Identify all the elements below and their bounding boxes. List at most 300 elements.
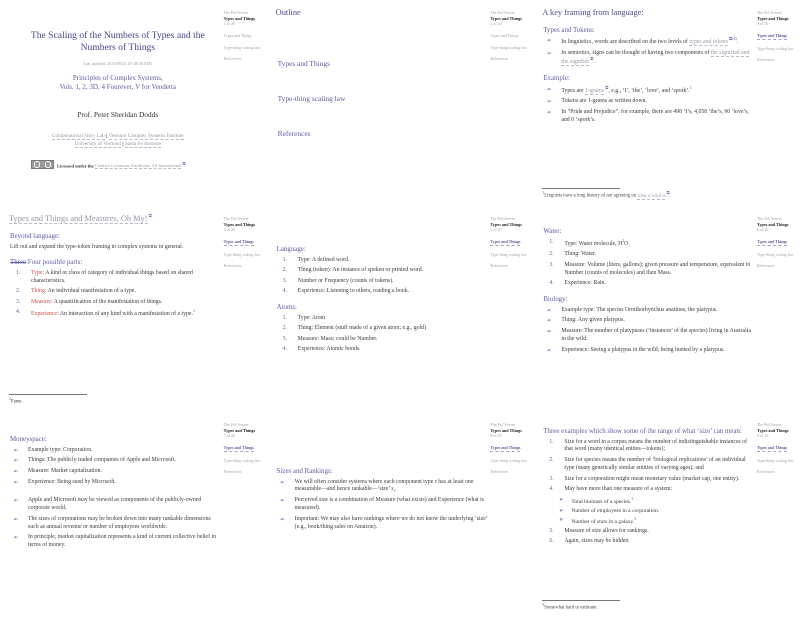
list-item-text [297,278,488,286]
sidebar-nav-item-1[interactable]: Types and Things [490,445,521,451]
text-line: Last updated: 2025/09/23, 07:48:58 EDT [83,60,153,66]
pocsverse-brand: The PoCSverse [223,422,249,427]
text-run: Water: [543,228,562,235]
superscript: 2 [622,238,625,243]
text-run: Outline [275,8,301,17]
deck-name: Types and Things [756,15,789,21]
list-item-text [297,346,488,354]
text-run: . [669,193,671,199]
text-run: Type: Water molecule, H [564,240,623,247]
sidebar-nav [224,33,265,68]
deck-name: Types and Things [223,427,256,433]
list-item [280,346,488,354]
text-link[interactable]: types and tokens [689,38,728,45]
slide-sidebar [757,10,798,69]
slide-title [9,214,221,225]
text-run: Experience: Seeing a platypus in the wild; being hunted by a platypus. [561,346,725,353]
item-number: 6. [549,538,554,545]
text-run: In semiotics, signs can be thought of having two components of [561,49,711,56]
text-run: Tokens are 1-grams as written down. [561,98,647,105]
list-item [546,50,754,68]
list-item-text [294,516,488,532]
section-heading [543,428,754,435]
section-heading [543,296,754,303]
superscript: 3 [634,516,637,521]
text-run: Sizes and Rankings: [276,468,333,475]
license-row [9,160,227,169]
list-item-text [563,538,754,546]
text-run: Type: Atom [297,314,326,321]
item-number: 4. [282,288,288,295]
text-link[interactable]: University of Vermont [74,140,122,147]
list-item [13,288,221,296]
text-link[interactable]: 1-grams [585,87,605,94]
superscript: 1 [689,85,692,90]
list-item [13,299,221,307]
fleuron-bullet-icon: ☙ [546,98,552,106]
text-run: Atoms: [276,304,297,312]
list-item [546,528,754,536]
list-item [280,257,488,265]
sidebar-nav-item-1[interactable]: Types and Things [223,445,254,451]
list-item-text [560,347,754,355]
superscript: 2 [192,309,195,314]
list-item [280,516,488,532]
sidebar-nav-item-3[interactable]: References [223,56,242,62]
hand-bullet-icon: ☛ [559,516,564,523]
sidebar-nav-item-2[interactable]: Type-thing scaling law [223,44,261,50]
sidebar-nav-item-1[interactable]: Types and Things [490,33,519,39]
subscript: τ [393,489,396,494]
list-item [13,479,221,487]
page-number: 7 of 20 [223,433,235,439]
sidebar-nav-item-2[interactable]: Type-thing scaling law [223,251,261,257]
slide-6 [533,206,800,412]
sub-list-item [559,508,754,516]
text-run: In principle, market capitalization represents a kind of current collective belief in terms of money. [28,534,216,549]
slide-3 [533,0,800,206]
list-item [546,439,754,455]
text-run: Example: [543,75,570,83]
affiliations [9,132,227,148]
text-run: The sizes of corporations may be broken down into many rankable dimensions such as annual revenue or number of employees worldwide. [28,515,211,530]
list-item-text [563,239,754,249]
list-item [280,278,488,286]
bold-text: | [121,140,125,147]
sub-item-text [570,497,754,507]
fleuron-bullet-icon: ☙ [546,49,552,57]
cc-icon [34,161,40,167]
sub-list-item [559,497,754,507]
sidebar-nav [490,445,531,481]
list-item [280,288,488,296]
external-link-icon: ⧉ [728,37,733,42]
list-item-text [560,317,754,325]
pocsverse-brand: The PoCSverse [490,216,516,221]
sidebar-nav [757,445,798,481]
sidebar-nav-item-2[interactable]: Type-thing scaling law [490,251,527,257]
text-line: Vols. 1, 2, 3D, 4 Fourever, V for Vendetta [59,83,177,92]
list-item [546,328,754,344]
slide-sidebar [757,422,798,481]
text-link[interactable]: the signified and the signifier [561,49,750,66]
item-number: 2. [549,457,554,464]
text-line: Principles of Complex Systems, [72,73,163,82]
numbered-list [280,257,488,297]
text-run: Things: The publicly traded companies of Apple and Microsoft. [28,457,176,464]
fleuron-bullet-icon: ☙ [13,515,19,523]
sidebar-nav-item-1[interactable]: Types and Things [223,33,252,39]
text-link[interactable]: Santa Fe Institute [124,140,162,147]
text-run: We will often consider systems where each component type [294,478,435,485]
list-item-text [27,457,221,465]
sidebar-nav-item-2[interactable]: Type-thing scaling law [756,457,794,463]
deck-name: Types and Things [756,221,789,227]
text-run: has at least one measurable—and hence rankable—‘size’ [294,478,474,493]
list-item-text [560,98,754,106]
section-heading [277,246,488,253]
page-number: 1 of 20 [223,21,235,27]
deck-name: Types and Things [223,221,256,227]
list-item [13,270,221,286]
list-item [546,98,754,106]
list-item [546,307,754,315]
list-item-text [560,328,754,344]
item-number: 4. [16,309,21,316]
sidebar-nav-item-3[interactable]: References [756,57,775,63]
list-item [546,37,754,47]
text-run: Experience: Being sued by Microsoft. [28,479,117,486]
list-item [13,457,221,465]
text-run: May have more than one measure of a system: [564,486,673,493]
list-item-text [27,447,221,455]
deck-name: Types and Things [490,15,522,21]
page-number: 2 of 20 [490,21,502,27]
text-run: Example type: The species Ornithorhynchus anatinus, the platypus. [561,306,718,313]
text-run: Types are [561,87,586,94]
fleuron-bullet-icon: ☙ [546,317,552,325]
struck-text: Three [10,259,27,267]
text-run: Measure: Volume (liters, gallons); given pressure and temperature, equivalent to Number (counts of molecules) and then Mass. [564,261,751,276]
slide-9 [533,412,800,618]
bold-text: | [104,132,109,139]
text-run: Thing (token): An instance of spoken or printed word. [297,267,424,274]
list-item [280,479,488,495]
text-run: Experience: Atomic bonds. [297,346,361,353]
page-number: 9 of 20 [756,433,769,439]
list-item-text [563,486,754,494]
text-run: Three examples which show some of the range of what ‘size’ can mean: [543,428,742,435]
pocsverse-brand: The PoCSverse [490,10,516,15]
page-number: 4 of 20 [223,227,235,233]
text-run: Measure of size allows for rankings. [564,527,649,534]
sidebar-nav-item-3[interactable]: References [756,263,775,269]
text-run: Size for a corporation might mean monetary value (market cap, one entity). [564,475,740,482]
list-item-text [560,50,754,68]
section-heading [10,233,221,240]
list-item-text [560,307,754,315]
item-number: 2. [282,267,288,274]
text-run: Experience: Rain. [564,280,606,287]
slide-1 [0,0,267,206]
list-item-text [563,476,754,484]
text-run: , e.g., ‘I’, ‘the’, ‘love’, and ‘spork’. [608,87,690,94]
fleuron-bullet-icon: ☙ [546,346,552,354]
slide-sidebar [224,422,265,481]
item-number: 1. [549,238,554,245]
list-item [280,497,488,513]
slide-title [542,8,754,19]
outline-item[interactable]: Type-thing scaling law [277,93,346,103]
sidebar-nav-item-3[interactable]: References [223,263,242,269]
list-item-text [297,336,488,344]
list-item [280,325,488,333]
item-number: 1. [282,256,288,263]
list-item [546,86,754,96]
text-run: Size for species means the number of ‘biological replications’ of an individual type (many genetically similar entities of varying ages); and [564,457,746,472]
sidebar-nav-item-1[interactable]: Types and Things [756,33,788,39]
sidebar-nav-item-3[interactable]: References [490,56,509,62]
text-link[interactable]: what a word is [637,193,666,199]
text-run: . [593,59,595,66]
sidebar-nav-item-2[interactable]: Type-thing scaling law [490,44,527,50]
text-run: Four possible parts: [26,259,83,267]
item-number: 3. [16,298,21,305]
section-heading [10,436,221,443]
text-link[interactable]: Computational Story Lab [52,132,105,139]
fleuron-bullet-icon: ☙ [279,497,286,505]
bullet-list [546,307,754,356]
slide-content [9,428,221,614]
slide-2 [267,0,534,206]
list-item [546,538,754,546]
slide-5 [267,206,534,412]
list-item [13,534,221,550]
list-item [13,447,221,455]
bold-text: Licensed under the [57,163,95,169]
sidebar-nav [757,33,798,69]
list-item [13,468,221,476]
last-updated [9,61,227,66]
external-link-icon: ⧉ [590,57,594,63]
text-run: Lift out and expand the type-token framing to complex systems in general. [10,244,184,250]
item-number: 1. [282,314,288,321]
list-item-text [30,309,221,319]
list-item [280,336,488,344]
outline-item[interactable]: References [277,128,311,138]
cc-license-badge [31,160,54,169]
sidebar-nav-item-2[interactable]: Type-thing scaling law [490,457,527,463]
slide-sidebar [757,216,798,275]
list-item-text [563,262,754,278]
numbered-list [13,270,221,320]
superscript: 2 [9,396,11,401]
list-item [546,251,754,259]
list-item [546,280,754,288]
text-link[interactable]: Vermont Complex Systems Institute [108,132,184,139]
list-item [546,486,754,494]
part-label: Experience: [31,311,60,318]
deck-name: Types and Things [490,427,522,433]
sidebar-nav-item-2[interactable]: Type-thing scaling law [756,45,794,51]
deck-name: Types and Things [223,15,256,21]
slide-sidebar [490,10,531,68]
list-item-text [297,288,488,296]
list-item-text [297,325,488,333]
sidebar-nav-item-3[interactable]: References [490,263,509,269]
bullet-list [546,86,754,125]
text-run: Apple and Microsoft may be viewed as components of the publicly-owned corporate world. [28,497,202,512]
fleuron-bullet-icon: ☙ [13,457,19,465]
fleuron-bullet-icon: ☙ [546,328,552,336]
item-number: 2. [549,251,554,257]
text-link[interactable]: Types and Things and Measures, Oh My! [9,214,148,223]
sidebar-nav-item-1[interactable]: Types and Things [223,239,254,245]
list-item-text [27,468,221,476]
text-run: Fame. [10,399,23,405]
part-label: Type: [31,269,46,276]
bullet-list [13,447,221,551]
license-text [57,161,186,169]
slide-content [9,214,221,408]
text-run: . [395,486,397,493]
list-item-text [30,288,221,296]
item-number: 4. [549,280,554,287]
fleuron-bullet-icon: ☙ [279,478,286,486]
list-item-text [294,497,488,513]
bullet-list [546,37,754,67]
list-item-text [297,315,488,323]
paragraph [10,243,221,251]
text-run: . [736,38,739,45]
item-number: 2. [282,325,288,332]
text-run: Size for a word in a corpus means the number of indistinguishable instances of that word (many identical entites—tokens); [564,438,748,453]
section-heading [543,75,754,82]
slide-8 [267,412,534,618]
list-item-text [560,109,754,125]
sidebar-nav-item-3[interactable]: References [223,469,242,475]
pocsverse-brand: The PoCSverse [223,216,249,221]
sidebar-nav-item-2[interactable]: Type-thing scaling law [756,251,794,257]
pocsverse-brand: The PoCSverse [756,422,782,427]
text-run: Somewhat hard to estimate. [544,605,598,611]
list-item [546,317,754,325]
item-number: 3. [282,335,288,342]
author [9,110,227,119]
outline-list [276,59,488,138]
text-run: Perceived size is a combination of Measure (what exists) and Experience (what is measured). [294,497,484,512]
numbered-list [546,439,754,547]
list-item [546,347,754,355]
text-run: A kind or class of category of individual things based on shared characteristics. [31,269,193,284]
sidebar-nav [757,239,798,275]
text-run: In “Pride and Prejudice”, for example, there are 498 ‘I’s, 4,058 ‘the’s, 90 ‘love’s, and 0 ‘spork’s. [561,109,749,124]
list-item-text [27,479,221,487]
superscript: 3 [542,602,545,607]
list-item-text [297,257,488,265]
italic-text: τ [434,478,437,485]
list-item [546,457,754,473]
text-run: Language: [276,246,306,253]
deck-name: Types and Things [490,221,522,227]
text-run: Again, sizes may be hidden. [564,538,630,545]
outline-item[interactable]: Types and Things [277,58,330,68]
item-number: 2. [16,288,21,295]
text-run: A key framing from language: [542,8,644,17]
slide-content [276,8,488,202]
list-item-text [560,37,754,47]
item-number: 3. [549,475,554,482]
sidebar-nav [224,445,265,481]
text-run: Types and Tokens: [543,26,595,34]
deck-name: Types and Things [756,427,789,433]
slide-content [542,220,754,408]
page-number: 5 of 20 [490,227,502,233]
list-item-text [30,270,221,286]
item-number: 5. [549,527,554,534]
fleuron-bullet-icon: ☙ [13,446,19,454]
text-link[interactable]: Creative Commons Attribution 4.0 International [94,163,182,169]
external-link-icon: ⧉ [605,85,609,91]
numbered-list [546,239,754,289]
slide-sidebar [490,422,531,481]
slide-title [276,8,488,19]
sidebar-nav-item-3[interactable]: References [756,469,775,475]
sidebar-nav [490,239,531,275]
section-heading [10,259,221,266]
list-item [546,239,754,249]
item-number: 3. [549,261,554,268]
pocsverse-brand: The PoCSverse [756,10,782,15]
sidebar-nav-item-1[interactable]: Types and Things [490,239,521,245]
pocsverse-brand: The PoCSverse [223,10,249,15]
list-item-text [563,280,754,288]
sidebar-nav-item-2[interactable]: Type-thing scaling law [223,457,261,463]
text-run: Thing: Element (stuff made of a given atom; e.g., gold) [297,325,427,332]
slide-7 [0,412,267,618]
deck-title [13,30,223,55]
slide-4 [0,206,267,412]
text-run: In linguistics, words are described on the two levels of [561,38,690,45]
list-item-text [297,267,488,275]
course-series [9,74,227,93]
list-item [546,262,754,278]
sub-item-text [570,517,754,527]
list-item-text [563,457,754,473]
fleuron-bullet-icon: ☙ [13,479,19,487]
fleuron-bullet-icon: ☙ [546,37,552,44]
text-run: O. [624,240,630,247]
sidebar-nav-item-1[interactable]: Types and Things [756,445,788,451]
list-item [280,267,488,275]
text-run: Moneyspace: [10,436,47,443]
part-label: Thing: [31,288,48,295]
text-run: Linguists have a long history of not agreeing on [544,193,638,199]
pocsverse-brand: The PoCSverse [490,422,516,427]
text-line: The Scaling of the Numbers of Types and the Numbers of Things [30,30,205,54]
slide-sidebar [490,216,531,275]
numbered-list [280,315,488,355]
sub-bullet-list [559,497,754,527]
text-run: Experience: Listening to others, reading a book. [297,288,410,295]
sidebar-nav-item-1[interactable]: Types and Things [756,239,788,245]
fleuron-bullet-icon: ☙ [546,109,552,117]
slide-sidebar [224,10,265,68]
fleuron-bullet-icon: ☙ [279,516,286,524]
fleuron-bullet-icon: ☙ [13,497,19,505]
list-item [13,516,221,532]
sidebar-nav-item-3[interactable]: References [490,469,509,475]
